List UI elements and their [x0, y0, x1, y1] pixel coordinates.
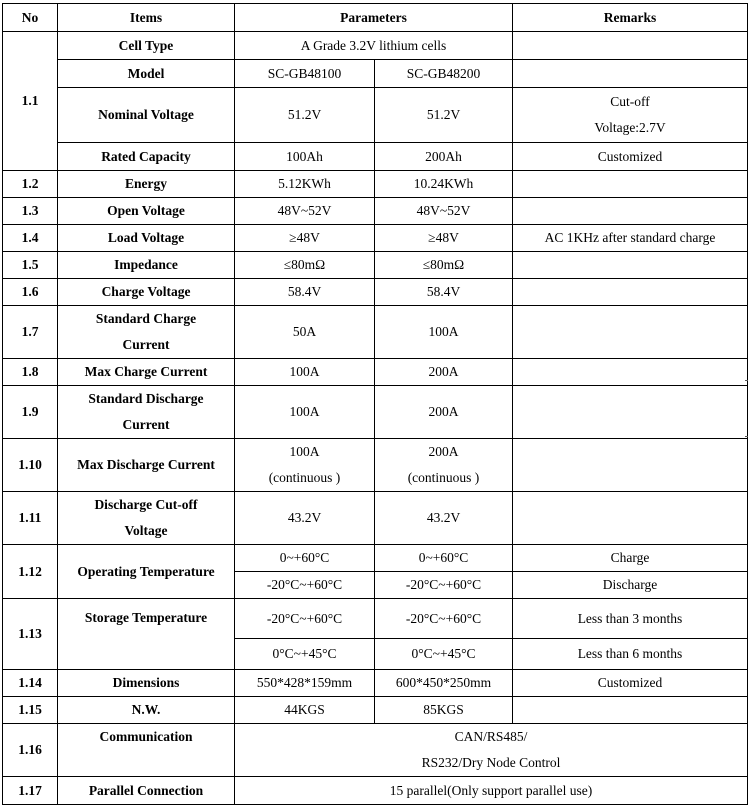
value-cell: 0~+60°C [235, 545, 375, 572]
item-rated-capacity: Rated Capacity [58, 143, 235, 171]
value-cell: 200A [375, 386, 513, 439]
value-line: 200A [428, 444, 459, 459]
table-row [3, 198, 748, 225]
table-row [3, 386, 748, 439]
value-cell: 200A [375, 359, 513, 386]
remark-cell: Charge [513, 545, 748, 572]
remark-cell [513, 306, 748, 359]
value-cell: 0°C~+45°C [235, 639, 375, 670]
value-cell: 550*428*159mm [235, 670, 375, 697]
table-row [3, 724, 748, 777]
value-cell: 10.24KWh [375, 171, 513, 198]
row-no: 1.3 [3, 198, 58, 225]
row-no: 1.12 [3, 545, 58, 599]
value-cell: 5.12KWh [235, 171, 375, 198]
row-no: 1.2 [3, 171, 58, 198]
table-row [3, 143, 748, 171]
row-no: 1.7 [3, 306, 58, 359]
value-cell: 48V~52V [235, 198, 375, 225]
table-row [3, 359, 748, 386]
row-no: 1.14 [3, 670, 58, 697]
table-row [3, 306, 748, 359]
value-cell: ≥48V [375, 225, 513, 252]
item-operating-temperature: Operating Temperature [58, 545, 235, 599]
item-open-voltage: Open Voltage [58, 198, 235, 225]
value-cell: 100Ah [235, 143, 375, 171]
remark-cell [513, 32, 748, 60]
remark-cell [513, 171, 748, 198]
item-parallel-connection: Parallel Connection [58, 777, 235, 805]
value-cell: 100A [375, 306, 513, 359]
item-line: Voltage [124, 523, 168, 538]
remark-cell [513, 439, 748, 492]
value-cell: 51.2V [235, 88, 375, 143]
remark-cell [513, 60, 748, 88]
remark-line: Voltage:2.7V [594, 120, 666, 135]
remark-cell: Customized [513, 143, 748, 171]
value-cell: 600*450*250mm [375, 670, 513, 697]
value-cell [375, 439, 513, 492]
value-cell: 43.2V [375, 492, 513, 545]
row-no: 1.16 [3, 724, 58, 777]
remark-cell: Customized [513, 670, 748, 697]
remark-cell [513, 252, 748, 279]
item-cell-type: Cell Type [58, 32, 235, 60]
value-cell-type: A Grade 3.2V lithium cells [235, 32, 513, 60]
value-line: 100A [289, 444, 320, 459]
item-load-voltage: Load Voltage [58, 225, 235, 252]
value-cell: SC-GB48200 [375, 60, 513, 88]
item-max-discharge-current: Max Discharge Current [58, 439, 235, 492]
table-row [3, 492, 748, 545]
value-cell: -20°C~+60°C [375, 572, 513, 599]
remark-cell [513, 88, 748, 143]
remark-cell: Less than 3 months [513, 599, 748, 639]
value-cell [235, 439, 375, 492]
row-no: 1.15 [3, 697, 58, 724]
value-cell: 0°C~+45°C [375, 639, 513, 670]
row-no: 1.17 [3, 777, 58, 805]
table-row [3, 88, 748, 143]
value-cell: SC-GB48100 [235, 60, 375, 88]
remark-cell [513, 492, 748, 545]
value-cell: ≥48V [235, 225, 375, 252]
item-impedance: Impedance [58, 252, 235, 279]
item-standard-charge-current [58, 306, 235, 359]
row-no: 1.13 [3, 599, 58, 670]
value-line: RS232/Dry Node Control [421, 755, 561, 770]
value-cell: 200Ah [375, 143, 513, 171]
item-nominal-voltage: Nominal Voltage [58, 88, 235, 143]
item-storage-temperature: Storage Temperature [58, 599, 235, 670]
row-no: 1.1 [3, 32, 58, 171]
value-cell: -20°C~+60°C [375, 599, 513, 639]
value-cell: -20°C~+60°C [235, 572, 375, 599]
value-cell: 0~+60°C [375, 545, 513, 572]
row-no: 1.9 [3, 386, 58, 439]
remark-cell: AC 1KHz after standard charge [513, 225, 748, 252]
remark-cell [513, 359, 748, 386]
table-row [3, 60, 748, 88]
table-row [3, 171, 748, 198]
header-no: No [3, 4, 58, 32]
table-row [3, 670, 748, 697]
table-row [3, 545, 748, 572]
row-no: 1.11 [3, 492, 58, 545]
value-cell: ≤80mΩ [235, 252, 375, 279]
spec-table [2, 3, 748, 805]
value-cell: 100A [235, 359, 375, 386]
table-row [3, 225, 748, 252]
item-charge-voltage: Charge Voltage [58, 279, 235, 306]
item-line: Current [122, 417, 170, 432]
row-no: 1.8 [3, 359, 58, 386]
item-discharge-cutoff-voltage [58, 492, 235, 545]
row-no: 1.4 [3, 225, 58, 252]
table-row [3, 32, 748, 60]
value-cell: 58.4V [235, 279, 375, 306]
remark-cell [513, 386, 748, 439]
value-line: (continuous ) [268, 470, 341, 485]
value-cell: 85KGS [375, 697, 513, 724]
remark-cell [513, 279, 748, 306]
value-cell: 58.4V [375, 279, 513, 306]
value-cell: 43.2V [235, 492, 375, 545]
value-cell: 100A [235, 386, 375, 439]
remark-cell [513, 198, 748, 225]
item-energy: Energy [58, 171, 235, 198]
value-cell: 44KGS [235, 697, 375, 724]
item-dimensions: Dimensions [58, 670, 235, 697]
value-communication [235, 724, 748, 777]
table-row [3, 697, 748, 724]
item-model: Model [58, 60, 235, 88]
header-remarks: Remarks [513, 4, 748, 32]
header-row [3, 4, 748, 32]
row-no: 1.6 [3, 279, 58, 306]
item-nw: N.W. [58, 697, 235, 724]
remark-cell [513, 697, 748, 724]
value-cell: 51.2V [375, 88, 513, 143]
table-row [3, 777, 748, 805]
value-parallel-connection: 15 parallel(Only support parallel use) [235, 777, 748, 805]
header-parameters: Parameters [235, 4, 513, 32]
table-row [3, 599, 748, 639]
item-communication: Communication [58, 724, 235, 777]
value-cell: ≤80mΩ [375, 252, 513, 279]
value-cell: 48V~52V [375, 198, 513, 225]
item-standard-discharge-current [58, 386, 235, 439]
remark-cell: Less than 6 months [513, 639, 748, 670]
item-line: Standard Charge [95, 311, 197, 326]
value-cell: -20°C~+60°C [235, 599, 375, 639]
item-max-charge-current: Max Charge Current [58, 359, 235, 386]
remark-cell: Discharge [513, 572, 748, 599]
margin-tick [745, 380, 748, 381]
row-no: 1.5 [3, 252, 58, 279]
remark-line: Cut-off [610, 94, 650, 109]
table-row [3, 279, 748, 306]
value-line: (continuous ) [407, 470, 480, 485]
row-no: 1.10 [3, 439, 58, 492]
table-row [3, 252, 748, 279]
margin-tick [745, 436, 748, 437]
value-cell: 50A [235, 306, 375, 359]
item-line: Discharge Cut-off [94, 497, 198, 512]
item-line: Current [122, 337, 170, 352]
table-row [3, 439, 748, 492]
item-line: Standard Discharge [88, 391, 204, 406]
header-items: Items [58, 4, 235, 32]
value-line: CAN/RS485/ [454, 729, 528, 744]
